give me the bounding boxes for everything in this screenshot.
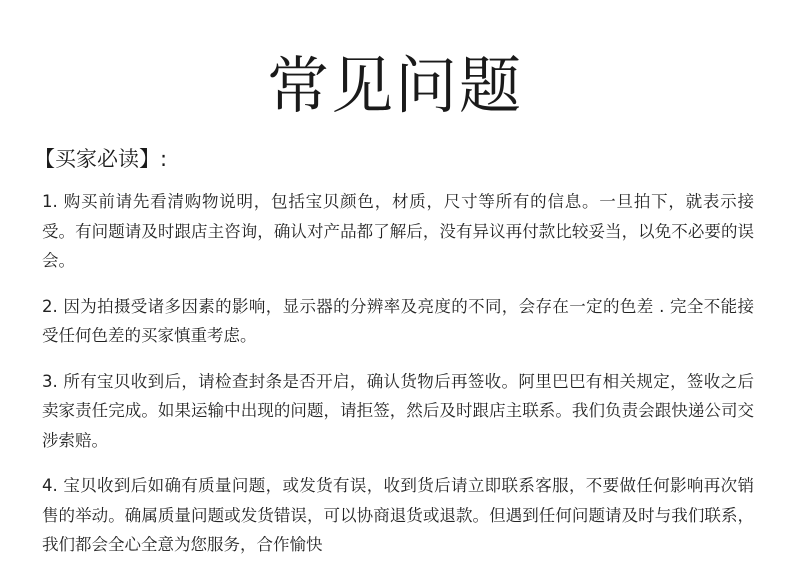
notice-item-3: 3. 所有宝贝收到后，请检查封条是否开启，确认货物后再签收。阿里巴巴有相关规定，签收之后卖家责任完成。如果运输中出现的问题，请拒签，然后及时跟店主联系。我们负责会跟快递公司交涉索赔。 xyxy=(42,371,754,450)
buyer-notice-list xyxy=(42,187,754,576)
notice-item-1: 1. 购买前请先看清购物说明，包括宝贝颜色，材质，尺寸等所有的信息。一旦拍下，就表示接受。有问题请及时跟店主咨询，确认对产品都了解后，没有异议再付款比较妥当，以免不必要的误会。 xyxy=(42,192,754,270)
page-title: 常见问题 xyxy=(266,49,523,122)
notice-item-2: 2. 因为拍摄受诸多因素的影响，显示器的分辨率及亮度的不同，会存在一定的色差 . 完全不能接受任何色差的买家慎重考虑。 xyxy=(42,296,754,345)
notice-item-4: 4. 宝贝收到后如确有质量问题，或发货有误，收到货后请立即联系客服，不要做任何影响再次销售的举动。确属质量问题或发货错误，可以协商退货或退款。但遇到任何问题请及时与我们联系，我们都会全心全意为您服务，合作愉快 xyxy=(42,476,754,554)
buyer-notice-heading: 【买家必读】: xyxy=(34,147,168,171)
